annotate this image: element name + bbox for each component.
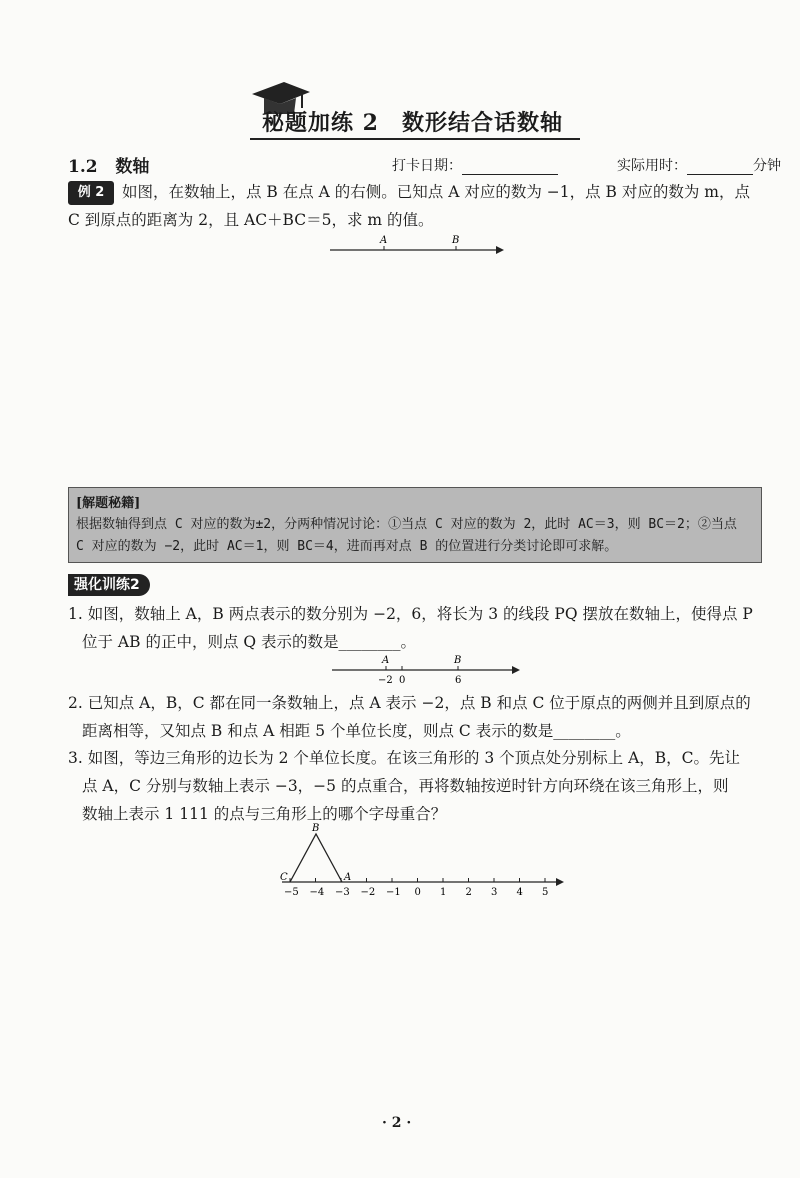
q3-axis-tick-label: 2 (465, 887, 472, 898)
q1-tick-neg2: −2 (378, 675, 393, 686)
q3-axis-tick-label: −3 (335, 887, 350, 898)
q1-line-1: 1. 如图，数轴上 A，B 两点表示的数分别为 −2，6，将长为 3 的线段 PQ 摆放在数轴上，使得点 P (68, 605, 753, 623)
q3-vertex-a: A (344, 872, 352, 883)
q1-tick-6: 6 (455, 675, 462, 686)
q3-axis-tick-label: −1 (386, 887, 401, 898)
q3-line-1: 3. 如图，等边三角形的边长为 2 个单位长度。在该三角形的 3 个顶点处分别标上 A，B，C。先让 (68, 749, 741, 767)
hint-text: 根据数轴得到点 C 对应的数为±2，分两种情况讨论：①当点 C 对应的数为 2，此时 AC＝3，则 BC＝2；②当点 C 对应的数为 −2，此时 AC＝1，则 BC＝4，进而再对点 B 的位置进行分类讨论即可求解。 (76, 517, 737, 554)
q3-axis-tick-label: −4 (309, 887, 325, 898)
time-blank (687, 160, 753, 175)
point-a-label: A (380, 235, 388, 246)
q3-axis-tick-label: −5 (284, 887, 299, 898)
example-tag: 例 2 (68, 181, 114, 205)
q1-number-line (330, 652, 522, 688)
date-blank (462, 160, 558, 175)
q3-triangle-figure (276, 820, 568, 898)
q3-line-3: 数轴上表示 1 111 的点与三角形上的哪个字母重合？ (82, 805, 447, 823)
q3-axis-tick-label: −2 (360, 887, 376, 898)
q1-point-b: B (454, 655, 462, 666)
q3-axis-tick-label: 0 (414, 887, 421, 898)
example-number-line (326, 232, 506, 258)
training-label: 强化训练2 (68, 574, 150, 596)
page-title: 秘题加练 2 数形结合话数轴 (262, 110, 563, 136)
section-heading (68, 152, 149, 177)
q2-line-1: 2. 已知点 A，B，C 都在同一条数轴上，点 A 表示 −2，点 B 和点 C 位于原点的两侧并且到原点的 (68, 694, 751, 712)
section-number: 1.2 (68, 157, 98, 177)
time-unit: 分钟 (753, 158, 782, 174)
example-line-2: C 到原点的距离为 2，且 AC＋BC＝5，求 m 的值。 (68, 211, 434, 229)
q3-line-2: 点 A，C 分别与数轴上表示 −3，−5 的点重合，再将数轴按逆时针方向环绕在该三角形上，则 (82, 777, 729, 795)
q3-axis-tick-label: 3 (491, 887, 498, 898)
date-label: 打卡日期： (392, 158, 462, 174)
section-name: 数轴 (115, 157, 150, 177)
q1-tick-0: 0 (399, 675, 406, 686)
q1-point-a: A (382, 655, 390, 666)
time-label: 实际用时： (617, 158, 688, 174)
q3-axis-tick-label: 1 (440, 887, 447, 898)
q3-vertex-c: C (280, 872, 288, 883)
point-b-label: B (452, 235, 460, 246)
q3-vertex-b: B (312, 823, 320, 834)
checkin-info (392, 155, 781, 175)
page-number: · 2 · (382, 1115, 412, 1131)
title-underline (250, 138, 580, 140)
q1-line-2: 位于 AB 的正中，则点 Q 表示的数是________。 (82, 633, 417, 651)
q3-axis-tick-label: 4 (516, 887, 523, 898)
q3-axis-tick-label: 5 (542, 887, 549, 898)
example-line-1: 如图，在数轴上，点 B 在点 A 的右侧。已知点 A 对应的数为 −1，点 B 对应的数为 m，点 (122, 183, 750, 201)
q2-line-2: 距离相等，又知点 B 和点 A 相距 5 个单位长度，则点 C 表示的数是________。 (82, 722, 631, 740)
hint-heading: [解题秘籍] (76, 496, 141, 511)
